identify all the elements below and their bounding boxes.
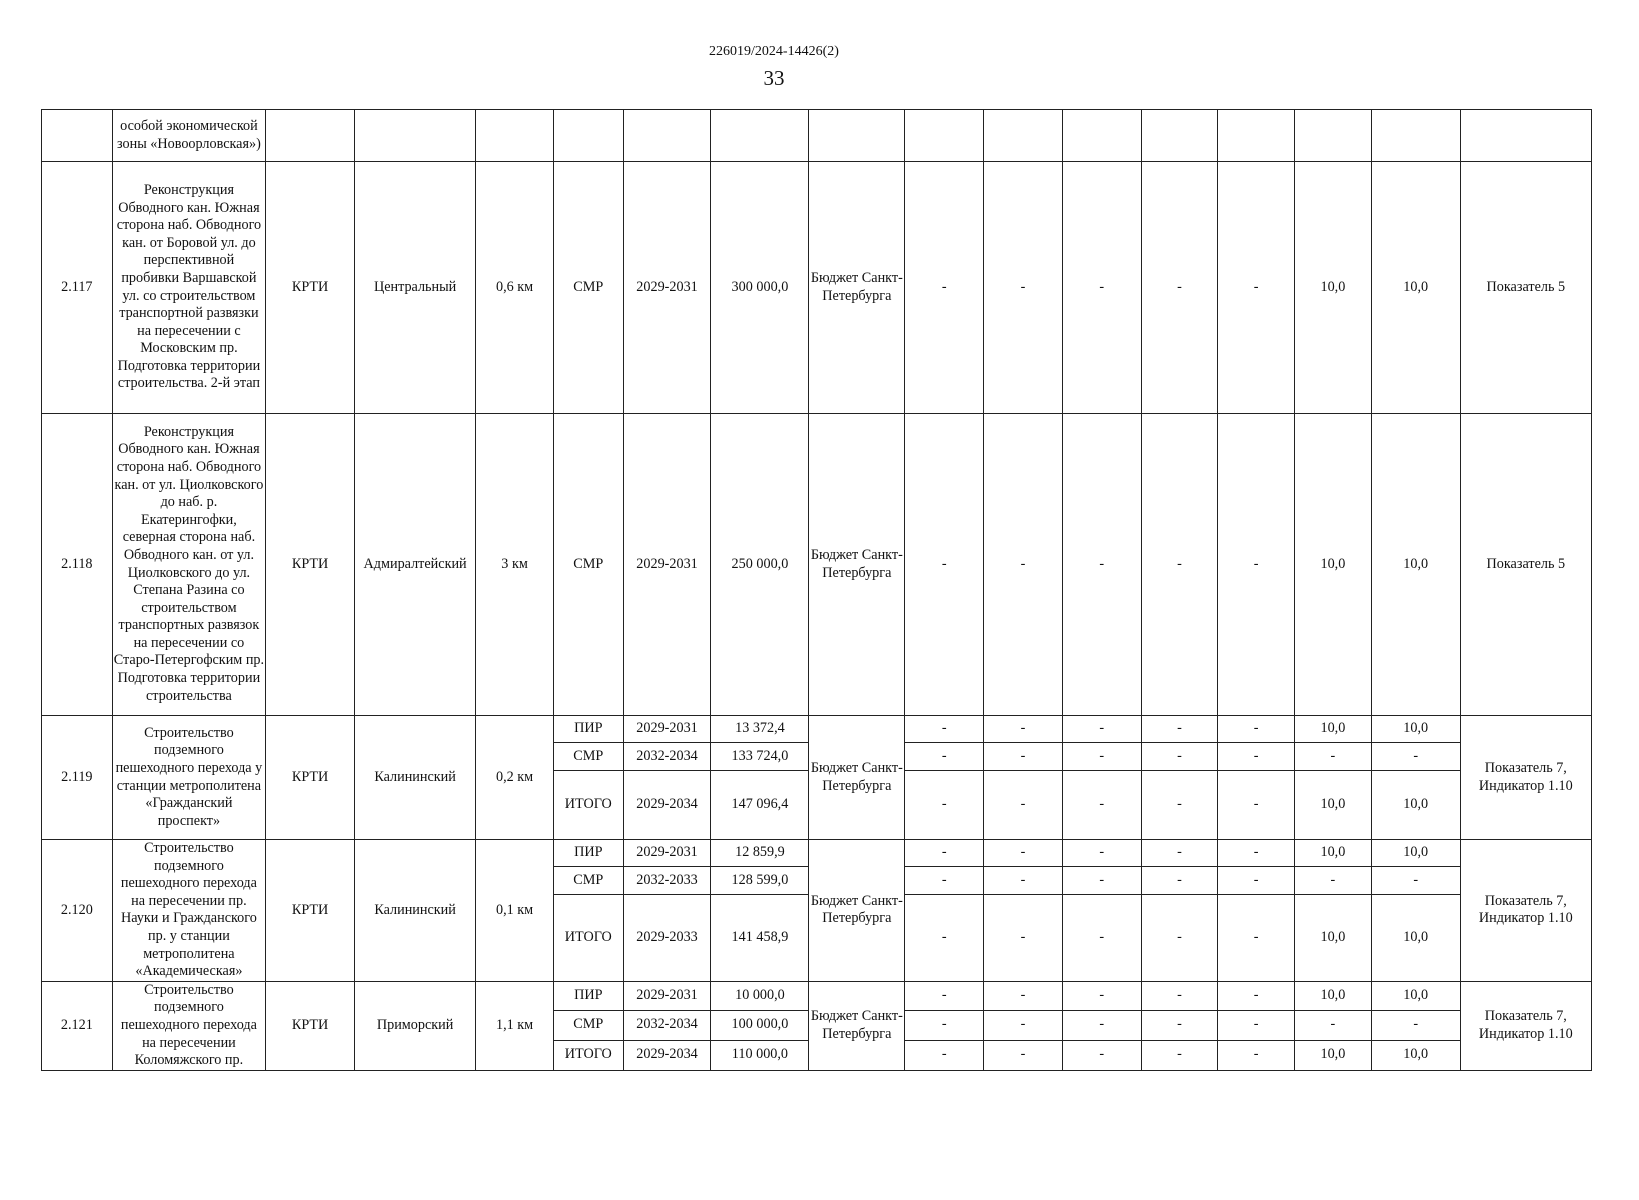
year-value: - xyxy=(905,981,984,1010)
work-stage: ПИР xyxy=(553,840,623,867)
year-value: - xyxy=(1141,1010,1218,1040)
length: 0,6 км xyxy=(476,162,554,414)
year-value: - xyxy=(1141,895,1218,981)
year-value: - xyxy=(1062,162,1141,414)
work-stage: СМР xyxy=(553,1010,623,1040)
year-value: - xyxy=(1218,771,1295,840)
year-value: 10,0 xyxy=(1371,895,1460,981)
customer: КРТИ xyxy=(266,716,355,840)
work-stage: ПИР xyxy=(553,716,623,743)
year-value: - xyxy=(1218,1010,1295,1040)
year-value: - xyxy=(984,716,1063,743)
year-value: - xyxy=(1371,867,1460,895)
indicator: Показатель 7, Индикатор 1.10 xyxy=(1460,716,1591,840)
year-value: - xyxy=(905,716,984,743)
indicator: Показатель 5 xyxy=(1460,162,1591,414)
total-cost: 13 372,4 xyxy=(711,716,809,743)
customer: КРТИ xyxy=(266,162,355,414)
table-row xyxy=(42,840,1592,867)
indicator: Показатель 7, Индикатор 1.10 xyxy=(1460,981,1591,1070)
period: 2029-2031 xyxy=(623,840,711,867)
year-value: - xyxy=(1141,716,1218,743)
year-value: 10,0 xyxy=(1371,981,1460,1010)
year-value: 10,0 xyxy=(1371,716,1460,743)
year-value: - xyxy=(1295,1010,1372,1040)
year-value: - xyxy=(905,1040,984,1070)
year-value: - xyxy=(1141,840,1218,867)
period: 2029-2031 xyxy=(623,414,711,716)
measure-name: Реконструкция Обводного кан. Южная сторона наб. Обводного кан. от ул. Циолковского до наб. р. Екатерингофки, северная сторона наб. Обводного кан. от ул. Циолковского до ул. Степана Разина со строительством транспортных развязок на пересечении со Старо-Петергофским пр. Подготовка территории строительства xyxy=(112,414,265,716)
program-measures-table xyxy=(41,109,1592,1071)
length: 0,1 км xyxy=(476,840,554,982)
year-value: - xyxy=(984,895,1063,981)
year-value: - xyxy=(984,1010,1063,1040)
customer: КРТИ xyxy=(266,414,355,716)
year-value: - xyxy=(1141,743,1218,771)
row-number: 2.117 xyxy=(42,162,113,414)
year-value: 10,0 xyxy=(1295,981,1372,1010)
year-value: - xyxy=(1141,414,1218,716)
total-cost: 141 458,9 xyxy=(711,895,809,981)
row-number: 2.121 xyxy=(42,981,113,1070)
work-stage: ИТОГО xyxy=(553,771,623,840)
year-value: - xyxy=(984,1040,1063,1070)
funding-source: Бюджет Санкт-Петербурга xyxy=(809,414,905,716)
year-value: - xyxy=(1062,771,1141,840)
year-value: - xyxy=(1218,895,1295,981)
work-stage: СМР xyxy=(553,743,623,771)
year-value: - xyxy=(905,162,984,414)
year-value: - xyxy=(1062,1040,1141,1070)
year-value: - xyxy=(1062,895,1141,981)
period: 2029-2031 xyxy=(623,981,711,1010)
year-value: - xyxy=(1371,1010,1460,1040)
period: 2029-2031 xyxy=(623,716,711,743)
funding-source: Бюджет Санкт-Петербурга xyxy=(809,162,905,414)
district: Центральный xyxy=(355,162,476,414)
year-value: 10,0 xyxy=(1371,162,1460,414)
customer: КРТИ xyxy=(266,981,355,1070)
year-value: - xyxy=(1062,840,1141,867)
year-value: 10,0 xyxy=(1295,162,1372,414)
customer: КРТИ xyxy=(266,840,355,982)
year-value: - xyxy=(1062,867,1141,895)
period: 2032-2034 xyxy=(623,743,711,771)
year-value: - xyxy=(1218,414,1295,716)
year-value: - xyxy=(984,981,1063,1010)
year-value: 10,0 xyxy=(1371,1040,1460,1070)
district: Калининский xyxy=(355,716,476,840)
year-value: 10,0 xyxy=(1295,895,1372,981)
year-value: - xyxy=(905,771,984,840)
table-row xyxy=(42,981,1592,1010)
measure-name: Строительство подземного пешеходного перехода на пересечении Коломяжского пр. xyxy=(112,981,265,1070)
funding-source: Бюджет Санкт-Петербурга xyxy=(809,981,905,1070)
work-stage: СМР xyxy=(553,162,623,414)
measure-name: Строительство подземного пешеходного перехода у станции метрополитена «Гражданский проспект» xyxy=(112,716,265,840)
document-registration-number: 226019/2024-14426(2) xyxy=(709,44,839,59)
year-value: - xyxy=(984,162,1063,414)
total-cost: 300 000,0 xyxy=(711,162,809,414)
district: Приморский xyxy=(355,981,476,1070)
year-value: - xyxy=(1218,867,1295,895)
year-value: - xyxy=(1141,771,1218,840)
year-value: - xyxy=(1218,743,1295,771)
year-value: - xyxy=(905,1010,984,1040)
work-stage: ИТОГО xyxy=(553,1040,623,1070)
year-value: 10,0 xyxy=(1295,716,1372,743)
year-value: - xyxy=(1218,162,1295,414)
total-cost: 100 000,0 xyxy=(711,1010,809,1040)
year-value: - xyxy=(1295,867,1372,895)
year-value: - xyxy=(1062,743,1141,771)
year-value: 10,0 xyxy=(1295,414,1372,716)
measure-name: Строительство подземного пешеходного перехода на пересечении пр. Науки и Гражданского пр. у станции метрополитена «Академическая» xyxy=(112,840,265,982)
total-cost: 12 859,9 xyxy=(711,840,809,867)
indicator: Показатель 7, Индикатор 1.10 xyxy=(1460,840,1591,982)
year-value: - xyxy=(1141,867,1218,895)
year-value: - xyxy=(1218,981,1295,1010)
table-row xyxy=(42,414,1592,716)
period: 2029-2034 xyxy=(623,1040,711,1070)
year-value: 10,0 xyxy=(1371,414,1460,716)
indicator: Показатель 5 xyxy=(1460,414,1591,716)
work-stage: ПИР xyxy=(553,981,623,1010)
row-number: 2.118 xyxy=(42,414,113,716)
year-value: - xyxy=(984,840,1063,867)
year-value: 10,0 xyxy=(1371,840,1460,867)
period: 2029-2033 xyxy=(623,895,711,981)
year-value: - xyxy=(1062,981,1141,1010)
year-value: - xyxy=(1141,1040,1218,1070)
year-value: - xyxy=(1218,716,1295,743)
year-value: - xyxy=(905,895,984,981)
total-cost: 110 000,0 xyxy=(711,1040,809,1070)
work-stage: СМР xyxy=(553,414,623,716)
period: 2029-2034 xyxy=(623,771,711,840)
row-number: 2.120 xyxy=(42,840,113,982)
total-cost: 10 000,0 xyxy=(711,981,809,1010)
year-value: - xyxy=(984,771,1063,840)
year-value: - xyxy=(984,414,1063,716)
year-value: - xyxy=(1218,1040,1295,1070)
year-value: 10,0 xyxy=(1371,771,1460,840)
length: 1,1 км xyxy=(476,981,554,1070)
year-value: - xyxy=(984,743,1063,771)
year-value: - xyxy=(984,867,1063,895)
measure-name: особой экономической зоны «Новоорловская») xyxy=(112,110,265,162)
year-value: - xyxy=(1141,162,1218,414)
year-value: 10,0 xyxy=(1295,840,1372,867)
row-number: 2.119 xyxy=(42,716,113,840)
year-value: - xyxy=(1062,414,1141,716)
measure-name: Реконструкция Обводного кан. Южная сторона наб. Обводного кан. от Боровой ул. до перспективной пробивки Варшавской ул. со строительством транспортной развязки на пересечении с Московским пр. Подготовка территории строительства. 2-й этап xyxy=(112,162,265,414)
year-value: 10,0 xyxy=(1295,771,1372,840)
district: Калининский xyxy=(355,840,476,982)
period: 2032-2033 xyxy=(623,867,711,895)
funding-source: Бюджет Санкт-Петербурга xyxy=(809,716,905,840)
page-number: 33 xyxy=(763,66,785,90)
year-value: - xyxy=(905,414,984,716)
year-value: - xyxy=(905,743,984,771)
total-cost: 128 599,0 xyxy=(711,867,809,895)
work-stage: ИТОГО xyxy=(553,895,623,981)
length: 3 км xyxy=(476,414,554,716)
total-cost: 250 000,0 xyxy=(711,414,809,716)
district: Адмиралтейский xyxy=(355,414,476,716)
year-value: - xyxy=(1062,716,1141,743)
total-cost: 133 724,0 xyxy=(711,743,809,771)
year-value: - xyxy=(1371,743,1460,771)
year-value: - xyxy=(1062,1010,1141,1040)
total-cost: 147 096,4 xyxy=(711,771,809,840)
table-row xyxy=(42,716,1592,743)
funding-source: Бюджет Санкт-Петербурга xyxy=(809,840,905,982)
year-value: 10,0 xyxy=(1295,1040,1372,1070)
length: 0,2 км xyxy=(476,716,554,840)
year-value: - xyxy=(905,867,984,895)
year-value: - xyxy=(1218,840,1295,867)
year-value: - xyxy=(1141,981,1218,1010)
work-stage: СМР xyxy=(553,867,623,895)
period: 2029-2031 xyxy=(623,162,711,414)
table-row-continuation xyxy=(42,110,1592,162)
table-row xyxy=(42,162,1592,414)
period: 2032-2034 xyxy=(623,1010,711,1040)
year-value: - xyxy=(1295,743,1372,771)
year-value: - xyxy=(905,840,984,867)
